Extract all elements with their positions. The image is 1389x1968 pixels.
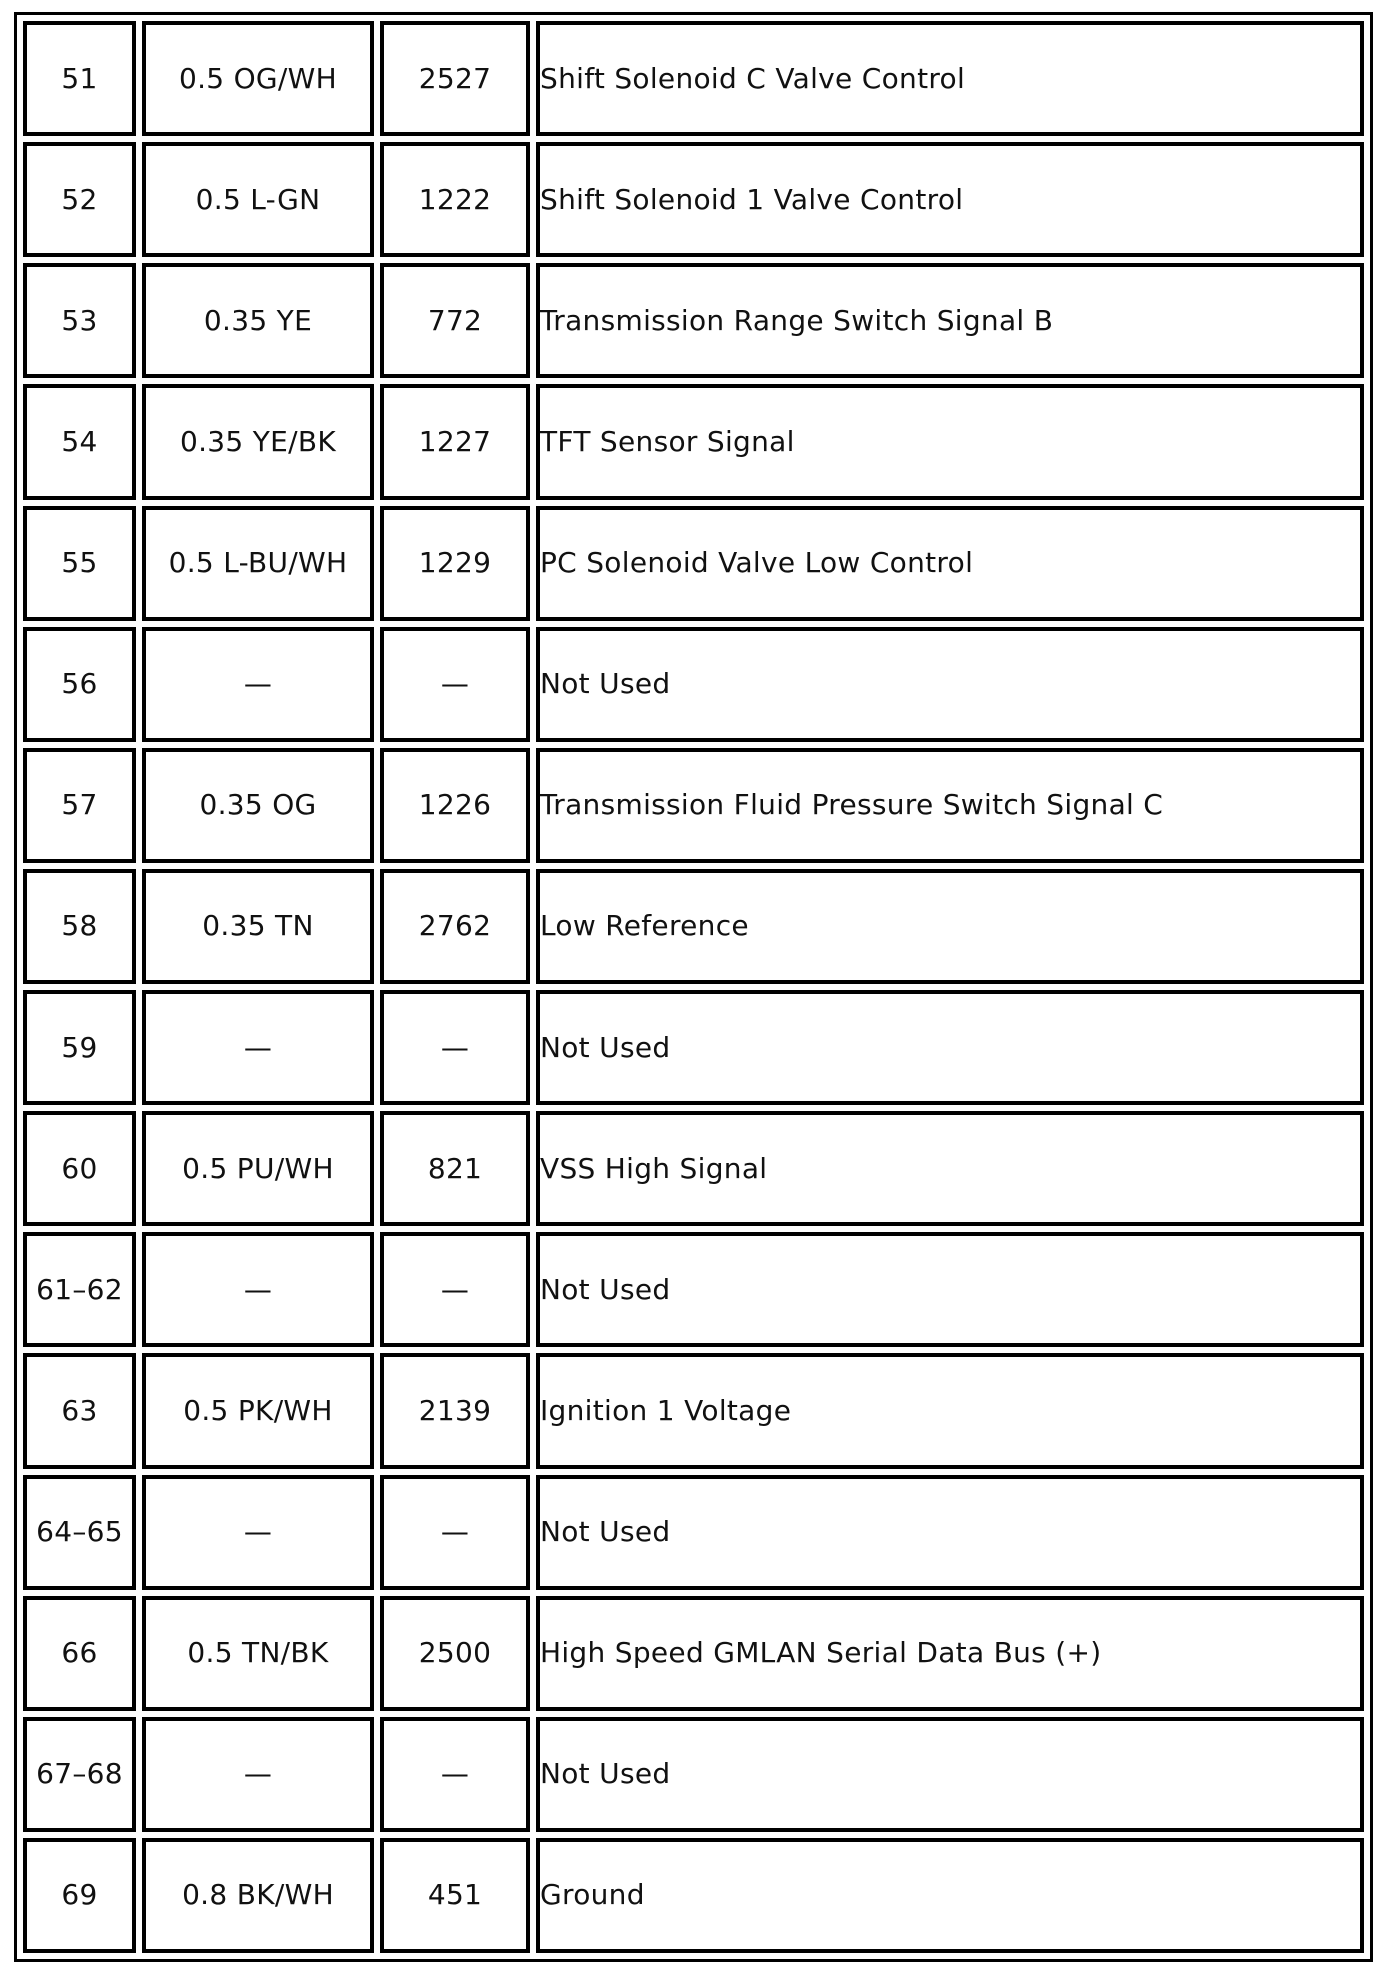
function-cell: High Speed GMLAN Serial Data Bus (+)	[536, 1596, 1364, 1711]
table-row	[23, 263, 1364, 378]
wire-cell: —	[142, 990, 374, 1105]
wire-cell: —	[142, 627, 374, 742]
pin-cell: 60	[23, 1111, 136, 1226]
circuit-cell: 1227	[380, 384, 530, 499]
wire-cell: 0.5 TN/BK	[142, 1596, 374, 1711]
function-cell: Shift Solenoid C Valve Control	[536, 21, 1364, 136]
function-cell: Shift Solenoid 1 Valve Control	[536, 142, 1364, 257]
table-row	[23, 384, 1364, 499]
pin-cell: 69	[23, 1838, 136, 1953]
table-row	[23, 1596, 1364, 1711]
function-cell: VSS High Signal	[536, 1111, 1364, 1226]
wire-cell: 0.5 L-GN	[142, 142, 374, 257]
table-row	[23, 21, 1364, 136]
wire-cell: 0.35 YE	[142, 263, 374, 378]
function-cell: Not Used	[536, 990, 1364, 1105]
pin-cell: 63	[23, 1353, 136, 1468]
pin-cell: 56	[23, 627, 136, 742]
function-cell: Not Used	[536, 1232, 1364, 1347]
function-cell: Not Used	[536, 1717, 1364, 1832]
wire-cell: 0.35 OG	[142, 748, 374, 863]
table-row	[23, 627, 1364, 742]
function-cell: Not Used	[536, 1475, 1364, 1590]
wire-cell: —	[142, 1475, 374, 1590]
circuit-cell: 2139	[380, 1353, 530, 1468]
circuit-cell: —	[380, 1232, 530, 1347]
pin-cell: 55	[23, 506, 136, 621]
circuit-cell: —	[380, 627, 530, 742]
pinout-table	[17, 15, 1370, 1959]
wire-cell: 0.5 PU/WH	[142, 1111, 374, 1226]
connector-pinout-sheet	[14, 12, 1373, 1962]
wire-cell: —	[142, 1717, 374, 1832]
table-row	[23, 1232, 1364, 1347]
function-cell: TFT Sensor Signal	[536, 384, 1364, 499]
pin-cell: 58	[23, 869, 136, 984]
pin-cell: 52	[23, 142, 136, 257]
wire-cell: 0.35 TN	[142, 869, 374, 984]
table-row	[23, 1717, 1364, 1832]
function-cell: Ground	[536, 1838, 1364, 1953]
wire-cell: 0.5 PK/WH	[142, 1353, 374, 1468]
pin-cell: 64–65	[23, 1475, 136, 1590]
wire-cell: 0.8 BK/WH	[142, 1838, 374, 1953]
circuit-cell: 821	[380, 1111, 530, 1226]
circuit-cell: 2762	[380, 869, 530, 984]
circuit-cell: 2527	[380, 21, 530, 136]
pin-cell: 67–68	[23, 1717, 136, 1832]
circuit-cell: 772	[380, 263, 530, 378]
function-cell: Not Used	[536, 627, 1364, 742]
function-cell: Transmission Range Switch Signal B	[536, 263, 1364, 378]
pin-cell: 59	[23, 990, 136, 1105]
wire-cell: 0.35 YE/BK	[142, 384, 374, 499]
pin-cell: 54	[23, 384, 136, 499]
circuit-cell: 451	[380, 1838, 530, 1953]
pin-cell: 66	[23, 1596, 136, 1711]
circuit-cell: 1226	[380, 748, 530, 863]
table-row	[23, 748, 1364, 863]
table-row	[23, 142, 1364, 257]
function-cell: PC Solenoid Valve Low Control	[536, 506, 1364, 621]
table-row	[23, 990, 1364, 1105]
function-cell: Ignition 1 Voltage	[536, 1353, 1364, 1468]
wire-cell: 0.5 OG/WH	[142, 21, 374, 136]
circuit-cell: —	[380, 1475, 530, 1590]
pin-cell: 57	[23, 748, 136, 863]
function-cell: Low Reference	[536, 869, 1364, 984]
function-cell: Transmission Fluid Pressure Switch Signal C	[536, 748, 1364, 863]
pin-cell: 53	[23, 263, 136, 378]
circuit-cell: —	[380, 1717, 530, 1832]
pin-cell: 61–62	[23, 1232, 136, 1347]
table-row	[23, 1838, 1364, 1953]
table-row	[23, 506, 1364, 621]
circuit-cell: 1229	[380, 506, 530, 621]
circuit-cell: 2500	[380, 1596, 530, 1711]
table-row	[23, 869, 1364, 984]
table-row	[23, 1475, 1364, 1590]
wire-cell: —	[142, 1232, 374, 1347]
pinout-table-body	[23, 21, 1364, 1953]
table-row	[23, 1111, 1364, 1226]
pin-cell: 51	[23, 21, 136, 136]
table-row	[23, 1353, 1364, 1468]
circuit-cell: —	[380, 990, 530, 1105]
wire-cell: 0.5 L-BU/WH	[142, 506, 374, 621]
circuit-cell: 1222	[380, 142, 530, 257]
